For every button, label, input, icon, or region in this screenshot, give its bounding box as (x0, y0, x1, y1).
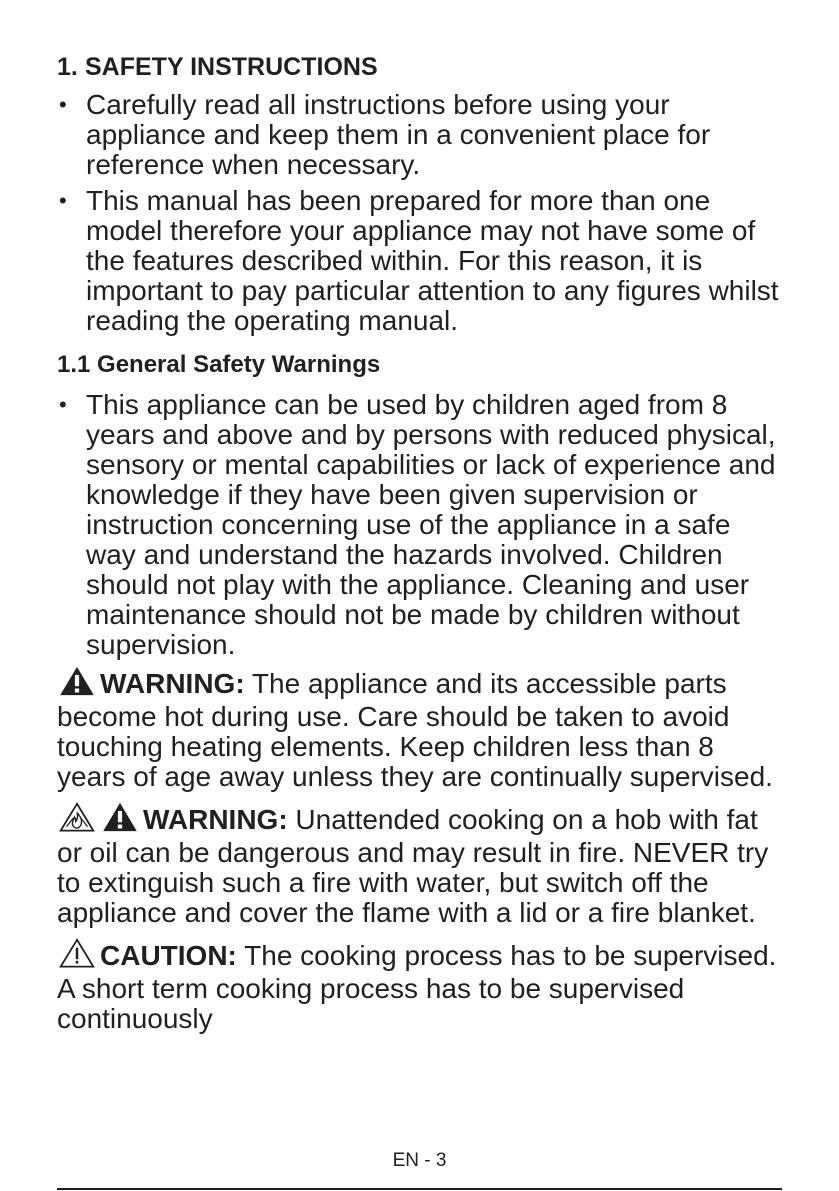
caution-outline-icon (57, 938, 97, 974)
warning-filled-icon (100, 802, 140, 838)
general-bullet-list (57, 390, 782, 660)
list-item (57, 186, 782, 336)
notice-label: WARNING: (100, 668, 245, 699)
page-number: EN - 3 (392, 1150, 447, 1171)
section-title: SAFETY INSTRUCTIONS (85, 53, 378, 81)
warning-notice-hot-parts (57, 666, 782, 792)
notice-text: The cooking process has to be supervised. A short term cooking process has to be supervised continuously (57, 940, 777, 1034)
notice-label: CAUTION: (100, 940, 237, 971)
subsection-heading: 1.1 General Safety Warnings (57, 351, 381, 378)
bullet-icon: • (59, 392, 67, 417)
manual-page (57, 52, 782, 1034)
intro-bullet-list (57, 90, 782, 336)
bullet-icon: • (59, 92, 67, 117)
notice-label: WARNING: (143, 804, 288, 835)
notice-text: Unattended cooking on a hob with fat or oil can be dangerous and may result in fire. NEVER try to extinguish such a fire with water, but switch off the appliance and cover the flame with a lid or a fire blanket. (57, 804, 769, 928)
notice-text: The appliance and its accessible parts become hot during use. Care should be taken to avoid touching heating elements. Keep children less than 8 years of age away unless they are continually supervised. (57, 668, 773, 792)
list-item-text: This manual has been prepared for more than one model therefore your appliance may not have some of the features described within. For this reason, it is important to pay particular attention to any figures whilst reading the operating manual. (86, 185, 779, 336)
list-item-text: This appliance can be used by children aged from 8 years and above and by persons with reduced physical, sensory or mental capabilities or lack of experience and knowledge if they have been given supervision or instruction concerning use of the appliance in a safe way and understand the hazards involved. Children should not play with the appliance. Cleaning and user maintenance should not be made by children without supervision. (86, 389, 776, 660)
caution-notice-supervision (57, 938, 782, 1034)
warning-filled-icon (57, 666, 97, 702)
list-item (57, 90, 782, 180)
bullet-icon: • (59, 188, 67, 213)
footer-divider (57, 1188, 782, 1190)
list-item (57, 390, 782, 660)
fire-hazard-icon (57, 802, 97, 838)
warning-notice-unattended-cooking (57, 802, 782, 928)
section-number: 1. (57, 53, 78, 81)
section-heading (57, 52, 782, 82)
list-item-text: Carefully read all instructions before using your appliance and keep them in a convenient place for reference when necessary. (86, 89, 711, 180)
